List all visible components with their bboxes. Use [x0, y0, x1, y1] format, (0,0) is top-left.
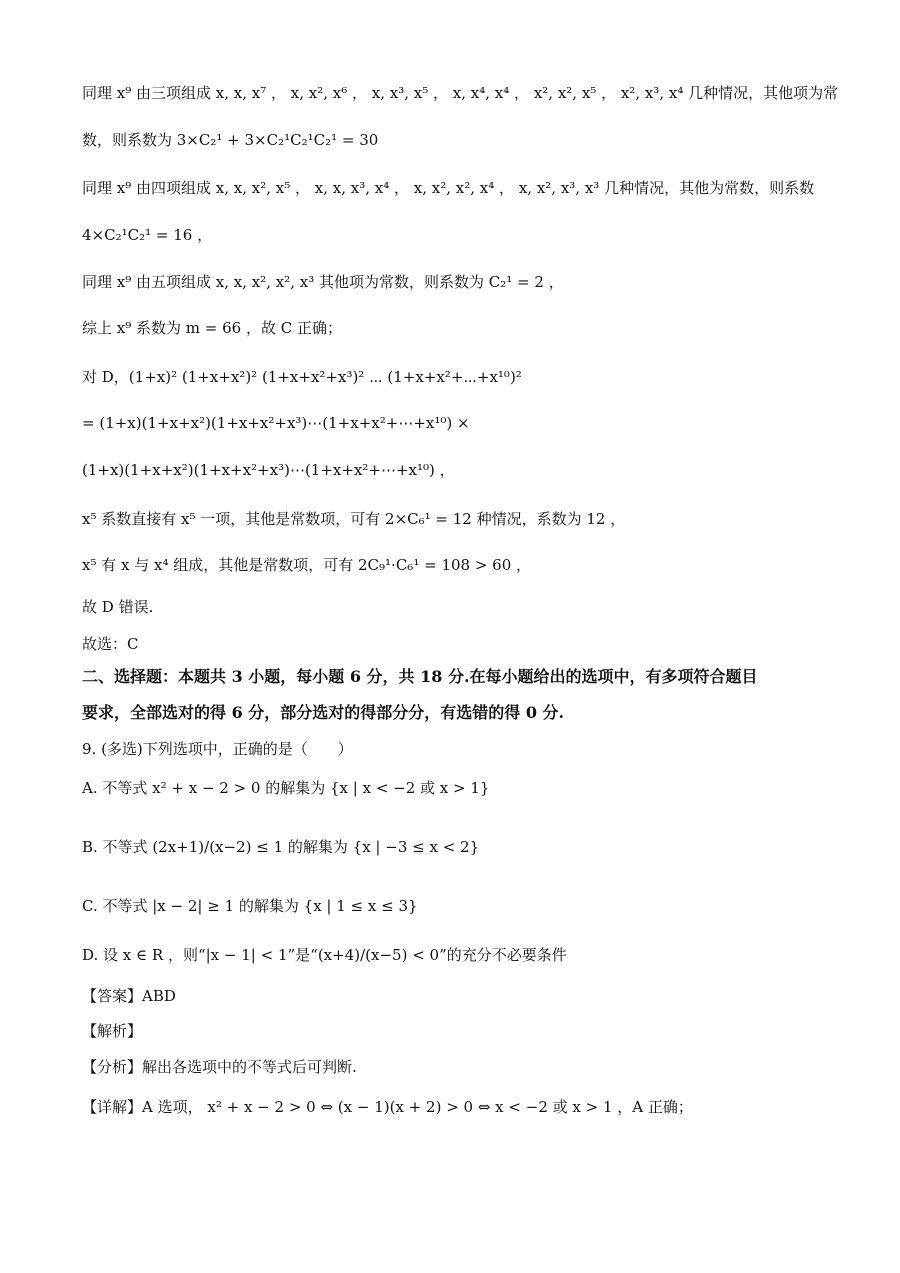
- text-line-1: 同理 x⁹ 由三项组成 x, x, x⁷ ， x, x², x⁶ ， x, x³, x⁵ ， x, x⁴, x⁴ ， x², x², x⁵ ， x², x³, x⁴ 几种情况，其他项为常: [82, 84, 839, 102]
- detailed-solution-line: 【详解】A 选项， x² + x − 2 > 0 ⇔ (x − 1)(x + 2) > 0 ⇔ x < −2 或 x > 1 ，A 正确；: [82, 1098, 693, 1116]
- text-line-3: 同理 x⁹ 由四项组成 x, x, x², x⁵ ， x, x, x³, x⁴ ， x, x², x², x⁴ ， x, x², x³, x³ 几种情况，其他为常数，则系数: [82, 179, 815, 197]
- analysis-summary: 【分析】解出各选项中的不等式后可判断.: [82, 1058, 357, 1076]
- text-line-12: 故 D 错误.: [82, 598, 154, 616]
- analysis-heading: 【解析】: [82, 1022, 143, 1040]
- section-heading-line-1: 二、选择题：本题共 3 小题，每小题 6 分，共 18 分.在每小题给出的选项中，有多项符合题目: [82, 667, 758, 686]
- text-line-5: 同理 x⁹ 由五项组成 x, x, x², x², x³ 其他项为常数，则系数为 C₂¹ = 2 ，: [82, 273, 564, 291]
- text-line-2: 数，则系数为 3×C₂¹ + 3×C₂¹C₂¹C₂¹ = 30: [82, 131, 379, 149]
- text-line-7: 对 D，(1+x)² (1+x+x²)² (1+x+x²+x³)² ⋯ (1+x+x²+⋯+x¹⁰)²: [82, 368, 522, 386]
- answer-line: 【答案】ABD: [82, 987, 176, 1005]
- text-line-10: x⁵ 系数直接有 x⁵ 一项，其他是常数项，可有 2×C₆¹ = 12 种情况，系数为 12 ，: [82, 510, 626, 528]
- text-line-11: x⁵ 有 x 与 x⁴ 组成，其他是常数项，可有 2C₉¹·C₆¹ = 108 > 60 ，: [82, 556, 532, 574]
- option-b: B. 不等式 (2x+1)/(x−2) ≤ 1 的解集为 {x | −3 ≤ x < 2}: [82, 838, 480, 856]
- text-line-9: (1+x)(1+x+x²)(1+x+x²+x³)⋯(1+x+x²+⋯+x¹⁰) ，: [82, 461, 455, 479]
- option-d: D. 设 x ∈ R ，则“|x − 1| < 1”是“(x+4)/(x−5) < 0”的充分不必要条件: [82, 946, 567, 964]
- option-c: C. 不等式 |x − 2| ≥ 1 的解集为 {x | 1 ≤ x ≤ 3}: [82, 897, 418, 915]
- option-a: A. 不等式 x² + x − 2 > 0 的解集为 {x | x < −2 或 x > 1}: [82, 779, 490, 797]
- section-heading-line-2: 要求，全部选对的得 6 分，部分选对的得部分分，有选错的得 0 分.: [82, 703, 565, 722]
- text-line-8: = (1+x)(1+x+x²)(1+x+x²+x³)⋯(1+x+x²+⋯+x¹⁰) ×: [82, 414, 470, 432]
- text-line-6: 综上 x⁹ 系数为 m = 66 ，故 C 正确；: [82, 319, 342, 337]
- text-line-4: 4×C₂¹C₂¹ = 16 ，: [82, 226, 213, 244]
- question-stem: 9. (多选)下列选项中，正确的是（ ）: [82, 740, 353, 758]
- text-line-13: 故选：C: [82, 635, 139, 653]
